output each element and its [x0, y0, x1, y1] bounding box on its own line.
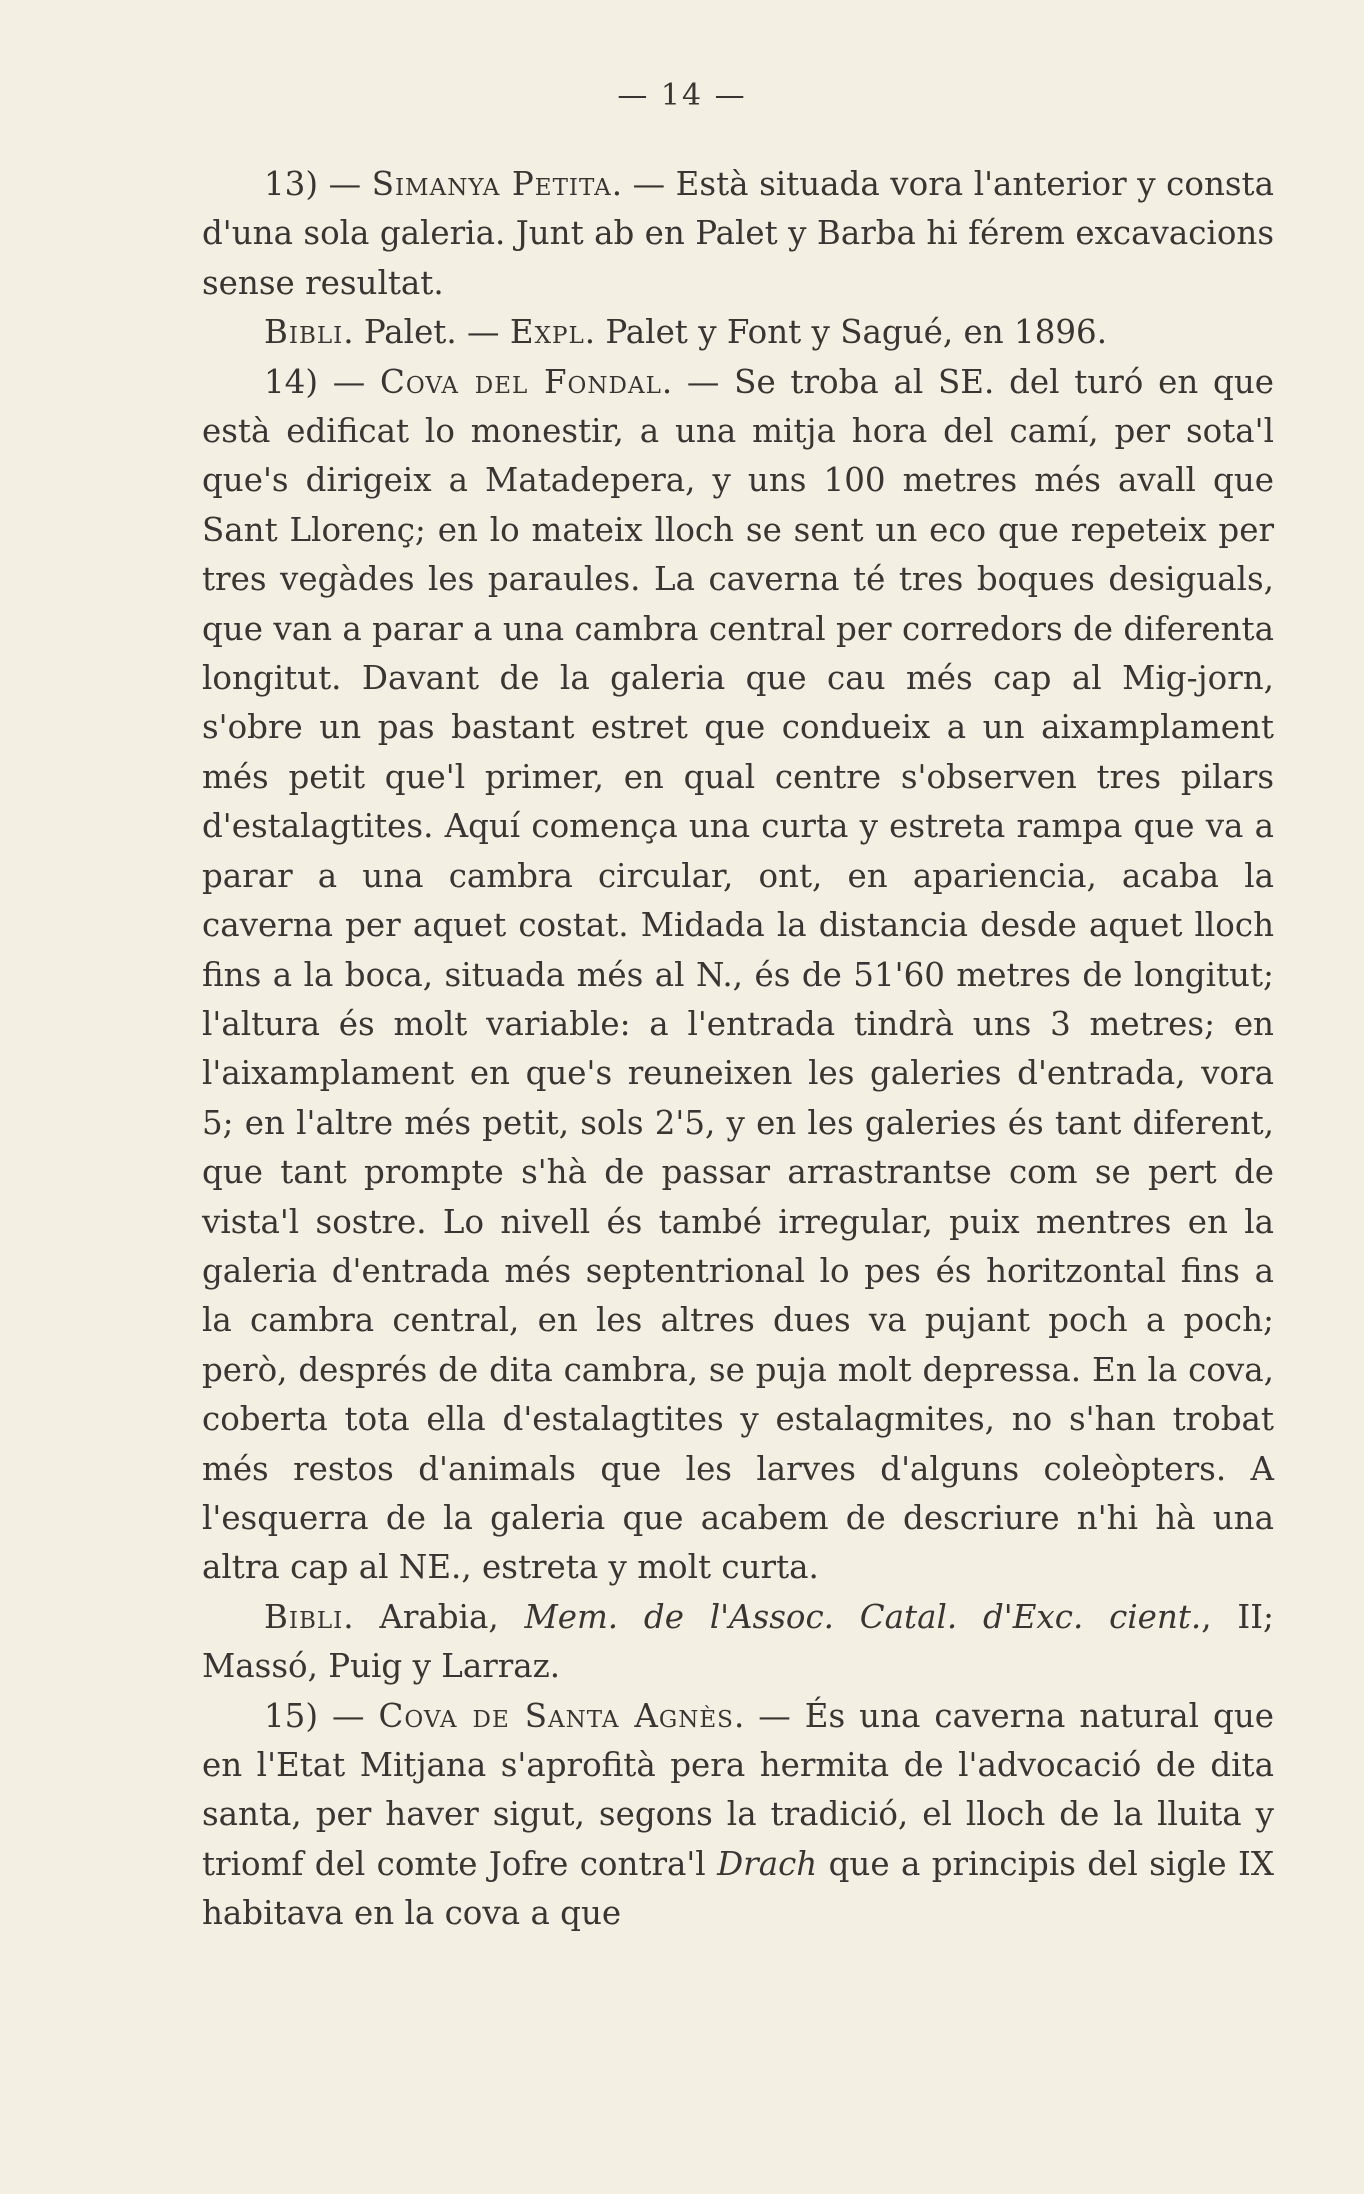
- expl-label: Expl: [509, 313, 585, 352]
- bibli-reference: Mem. de l'Assoc. Catal. d'Exc. cient.: [524, 1597, 1202, 1636]
- entry-13: [202, 160, 1274, 308]
- entry-description: . — Està situada vora l'anterior y consta d'una sola galeria. Junt ab en Palet y Barba hi férem excavacions sense resultat.: [202, 165, 1274, 302]
- bibli-label: Bibli: [264, 313, 344, 352]
- entry-description: . — Se troba al SE. del turó en que està edificat lo monestir, a una mitja hora del camí, per sota'l que's dirigeix a Matadepera, y uns 100 metres més avall que Sant Llorenç; en lo mateix lloch se sent un eco que repeteix per tres vegàdes les paraules. La caverna té tres boques desiguals, que van a parar a una cambra central per corredors de diferenta longitut. Davant de la galeria que cau més cap al Mig-jorn, s'obre un pas bastant estret que condueix a un aixamplament més petit que'l primer, en qual centre s'observen tres pilars d'estalagtites. Aquí comença una curta y estreta rampa que va a parar a una cambra circular, ont, en apariencia, acaba la caverna per aquet costat. Midada la distancia desde aquet lloch fins a la boca, situada més al N., és de 51'60 metres de longitut; l'altura és molt variable: a l'entrada tindrà uns 3 metres; en l'aixamplament en que's reuneixen les galeries d'entrada, vora 5; en l'altre més petit, sols 2'5, y en les galeries és tant diferent, que tant prompte s'hà de passar arrastrantse com se pert de vista'l sostre. Lo nivell és també irregular, puix mentres en la galeria d'entrada més septentrional lo pes és horitzontal fins a la cambra central, en les altres dues va pujant poch a poch; però, després de dita cambra, se puja molt depressa. En la cova, coberta tota ella d'estalagtites y estalagmites, no s'han trobat més restos d'animals que les larves d'alguns coleòpters. A l'esquerra de la galeria que acabem de descriure n'hi hà una altra cap al NE., estreta y molt curta.: [202, 362, 1274, 1587]
- entry-number: 13) —: [264, 165, 372, 203]
- entry-number: 15) —: [264, 1696, 379, 1735]
- entry-title: Cova de Santa Agnès: [378, 1696, 734, 1735]
- page-number: — 14 —: [617, 78, 747, 113]
- entry-title: Simanya Petita: [371, 165, 612, 203]
- bibli-text: . Arabia,: [343, 1597, 525, 1636]
- entry-description: . — És una caverna natural que en l'Etat Mitjana s'aprofità pera hermita de l'advocació de dita santa, per haver sigut, segons la tradició, el lloch de la lluita y triomf del comte Jofre contra'l: [202, 1696, 1274, 1883]
- expl-text: . Palet y Font y Sagué, en 1896.: [584, 313, 1108, 352]
- entry-number: 14) —: [264, 362, 381, 401]
- entry-description-end: que a principis del sigle IX habitava en la cova a que: [202, 1844, 1275, 1933]
- entry-title: Cova del Fondal: [380, 362, 662, 401]
- entry-13-bibliography: [202, 308, 1274, 357]
- entry-14-bibliography: [202, 1593, 1274, 1692]
- bibli-label: Bibli: [264, 1597, 344, 1636]
- drach-word: Drach: [717, 1844, 818, 1883]
- entry-14: [202, 358, 1274, 1593]
- bibli-text: . Palet. —: [343, 313, 510, 352]
- bibli-text-end: , II; Massó, Puig y Larraz.: [202, 1597, 1274, 1686]
- body-text: [202, 160, 1274, 1939]
- entry-15: [202, 1692, 1274, 1939]
